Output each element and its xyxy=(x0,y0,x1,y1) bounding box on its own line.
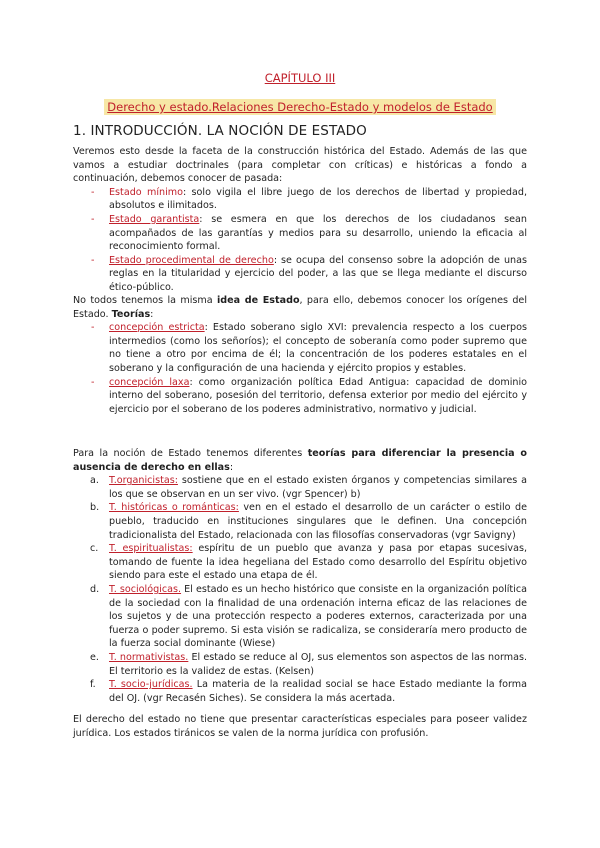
theory-item: e. T. normativistas. El estado se reduce al OJ, sus elementos son aspectos de las normas. El territorio es la validez de estas. (Kelsen) xyxy=(90,651,527,677)
closing-block xyxy=(73,713,527,740)
section-heading: 1. INTRODUCCIÓN. LA NOCIÓN DE ESTADO xyxy=(73,123,367,139)
theory-text: ven en el estado el desarrollo de un carácter o estilo de pueblo, traducido en instituciones singulares que le definen. Una concepción tradicionalista del Estado, relacionada con las filosofías conservadoras (vgr Savigny) xyxy=(109,502,527,541)
subtitle-wrapper xyxy=(0,96,600,115)
theory-text: El estado se reduce al OJ, sus elementos son aspectos de las normas. El territorio es la validez de estas. (Kelsen) xyxy=(109,651,527,677)
theory-term: T. normativistas. xyxy=(109,651,189,663)
list-item: - concepción estricta: Estado soberano siglo XVI: prevalencia respecto a los cuerpos intermedios (como los señoríos); el concepto de soberanía como poder supremo que no tiene a otro por encima de él; la concentración de los poderes estatales en el soberano y la configuración de una hacienda y ejército propios y estables. xyxy=(91,322,527,374)
theory-term: T. socio-jurídicas. xyxy=(109,679,193,691)
theory-term: T. sociológicas. xyxy=(109,583,182,595)
list-item-text: : Estado soberano siglo XVI: prevalencia respecto a los cuerpos intermedios (como los señoríos); el concepto de soberanía como poder supremo que no tiene a otro por encima de él; la concentración de los poderes estatales en el soberano y la configuración de una hacienda y ejército propios y estables. xyxy=(109,322,527,374)
intro-block xyxy=(73,145,527,295)
conceptions-list xyxy=(73,321,527,416)
theory-text: La materia de la realidad social se hace Estado mediante la forma del OJ. (vgr Recasén Siches). Se considera la más acertada. xyxy=(109,679,527,704)
theory-item: b. T. históricas o románticas: ven en el estado el desarrollo de un carácter o estilo de pueblo, traducido en instituciones singulares que le definen. Una concepción tradicionalista del Estado, relacionada con las filosofías conservadoras (vgr Savigny) xyxy=(90,502,527,541)
list-item-term: concepción laxa xyxy=(109,376,190,388)
theory-text: El estado es un hecho histórico que consiste en la organización política de la sociedad con la finalidad de una ordenación interna eficaz de las relaciones de los sujetos y de una protección respecto a poderes externos, caracterizada por una fuerza o poder supremo. Si esta visión se radicaliza, se consideraría mero producto de la fuerza social dominante (Wiese) xyxy=(109,583,527,650)
theory-text: sostiene que en el estado existen órganos y competencias similares a los que se observan en un ser vivo. (vgr Spencer) b) xyxy=(109,475,527,500)
state-idea-paragraph: No todos tenemos la misma idea de Estado, para ello, debemos conocer los orígenes del Estado. Teorías: xyxy=(73,295,527,320)
list-item-text: : como organización política Edad Antigua: capacidad de dominio interno del soberano, posesión del territorio, defensa exterior por medio del ejército y ejercicio por el soberano de los poderes administrativo, normativo y judicial. xyxy=(109,376,527,415)
list-item: - Estado mínimo: solo vigila el libre juego de los derechos de libertad y propiedad, absolutos e ilimitados. xyxy=(91,186,527,212)
conceptions-block xyxy=(73,294,527,416)
list-item-text: : solo vigila el libre juego de los derechos de libertad y propiedad, absolutos e ilimitados. xyxy=(109,186,527,212)
state-types-list xyxy=(73,186,527,295)
theory-item: d. T. sociológicas. El estado es un hecho histórico que consiste en la organización política de la sociedad con la finalidad de una ordenación interna eficaz de las relaciones de los sujetos y de una protección respecto a poderes externos, caracterizada por una fuerza o poder supremo. Si esta visión se radicaliza, se consideraría mero producto de la fuerza social dominante (Wiese) xyxy=(90,583,527,650)
theories-block xyxy=(73,447,527,705)
closing-paragraph: El derecho del estado no tiene que presentar características especiales para poseer validez jurídica. Los estados tiránicos se valen de la norma jurídica con profusión. xyxy=(73,714,527,739)
list-item-text: : se esmera en que los derechos de los ciudadanos sean acompañados de las garantías y medios para su desarrollo, uniendo la eficacia al reconocimiento formal. xyxy=(109,213,527,253)
theory-item: a. T.organicistas: sostiene que en el estado existen órganos y competencias similares a los que se observan en un ser vivo. (vgr Spencer) b) xyxy=(90,475,527,500)
chapter-subtitle: Derecho y estado.Relaciones Derecho-Estado y modelos de Estado xyxy=(104,99,495,115)
theories-list xyxy=(73,474,527,705)
list-item: - Estado procedimental de derecho: se ocupa del consenso sobre la adopción de unas reglas en la titularidad y ejercicio del poder, a las que se llega mediante el discurso ético-público. xyxy=(91,254,527,293)
theory-term: T. históricas o románticas: xyxy=(109,502,239,514)
theory-text: espíritu de un pueblo que avanza y pasa por etapas sucesivas, tomando de fuente la idea hegeliana del Estado como desarrollo del Espíritu objetivo siendo para este el estado una etapa de él. xyxy=(109,543,527,582)
list-item-term: Estado garantista xyxy=(109,213,200,225)
list-item-term: concepción estricta xyxy=(109,322,205,334)
list-item-term: Estado procedimental de derecho xyxy=(109,254,274,266)
theory-item: f. T. socio-jurídicas. La materia de la realidad social se hace Estado mediante la forma del OJ. (vgr Recasén Siches). Se considera la más acertada. xyxy=(90,679,527,704)
list-item: - Estado garantista: se esmera en que los derechos de los ciudadanos sean acompañados de las garantías y medios para su desarrollo, uniendo la eficacia al reconocimiento formal. xyxy=(91,213,527,253)
list-item-text: : se ocupa del consenso sobre la adopción de unas reglas en la titularidad y ejercicio del poder, a las que se llega mediante el discurso ético-público. xyxy=(109,254,527,293)
list-item: - concepción laxa: como organización política Edad Antigua: capacidad de dominio interno del soberano, posesión del territorio, defensa exterior por medio del ejército y ejercicio por el soberano de los poderes administrativo, normativo y judicial. xyxy=(91,376,527,415)
list-item-term: Estado mínimo xyxy=(109,186,183,198)
chapter-title: CAPÍTULO III xyxy=(264,71,336,85)
theories-intro: Para la noción de Estado tenemos diferentes teorías para diferenciar la presencia o ausencia de derecho en ellas: xyxy=(73,448,527,473)
theory-term: T.organicistas: xyxy=(109,475,178,487)
intro-paragraph: Veremos esto desde la faceta de la construcción histórica del Estado. Además de las que vamos a estudiar doctrinales (para completar con críticas) e históricas a fondo a continuación, debemos conocer de pasada: xyxy=(73,146,527,185)
theory-item: c. T. espiritualistas: espíritu de un pueblo que avanza y pasa por etapas sucesivas, tomando de fuente la idea hegeliana del Estado como desarrollo del Espíritu objetivo siendo para este el estado una etapa de él. xyxy=(90,543,527,582)
theory-term: T. espiritualistas: xyxy=(109,543,193,555)
